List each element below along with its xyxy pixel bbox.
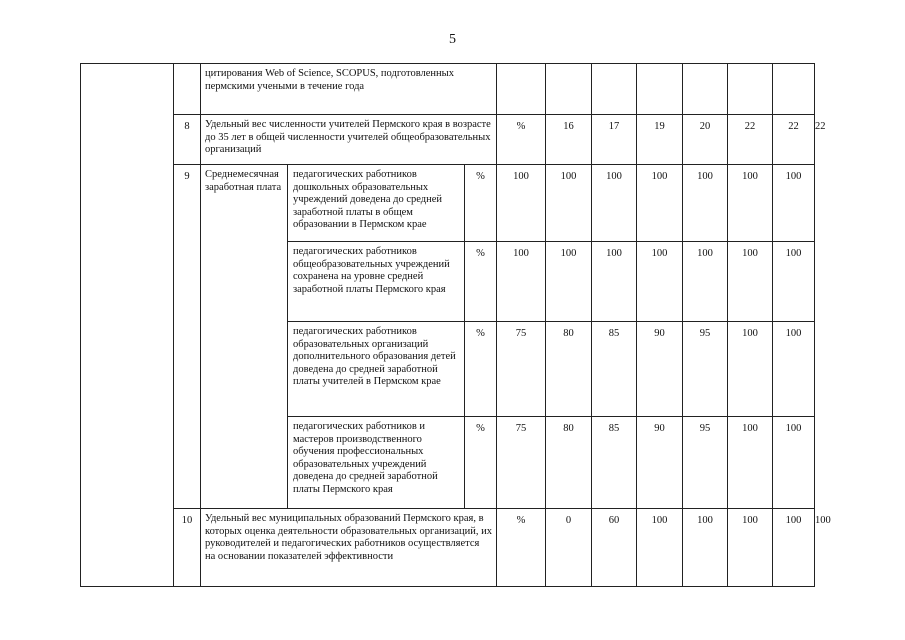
value-cell: 100 [592, 165, 637, 242]
indicator-subtext: педагогических работников дошкольных образовательных учреждений доведена до средней заработной платы в общем образовании в Пермском крае [288, 165, 465, 242]
indicators-table [80, 63, 831, 587]
page-number: 5 [449, 32, 456, 47]
row-number: 10 [174, 509, 201, 587]
value-cell: 100 [546, 165, 592, 242]
value-cell [637, 64, 683, 115]
value-cell: 75 [497, 417, 546, 509]
indicator-subtext: педагогических работников и мастеров производственного обучения профессиональных образовательных учреждений доведена до средней заработной платы Пермского края [288, 417, 465, 509]
indicator-text: Удельный вес численности учителей Пермского края в возрасте до 35 лет в общей численности учителей общеобразовательных организаций [201, 115, 497, 165]
row-number: 8 [174, 115, 201, 165]
value-cell: 100 [637, 165, 683, 242]
value-cell: 90 [637, 417, 683, 509]
unit-cell: % [465, 322, 497, 417]
value-cell: 75 [497, 322, 546, 417]
value-cell: 100 [728, 165, 773, 242]
value-cell: 100 [773, 509, 815, 587]
value-cell: 95 [683, 322, 728, 417]
value-cell: 19 [637, 115, 683, 165]
value-cell: 90 [637, 322, 683, 417]
table-row: 10 Удельный вес муниципальных образований Пермского края, в которых оценка деятельности образовательных организаций, их руководителей и педагогических работников осуществляется на основании показателей эффективности % 0 60 100 100 100 100 100 [81, 509, 815, 587]
indicator-text: цитирования Web of Science, SCOPUS, подготовленных пермскими учеными в течение года [201, 64, 497, 115]
value-cell: 100 [546, 242, 592, 322]
value-cell: 100 [497, 242, 546, 322]
value-cell: 100 [497, 165, 546, 242]
value-cell: 22 [773, 115, 815, 165]
table-row: 8 Удельный вес численности учителей Пермского края в возрасте до 35 лет в общей численности учителей общеобразовательных организаций % 16 17 19 20 22 22 22 [81, 115, 815, 165]
value-cell: 100 [592, 242, 637, 322]
value-cell: 80 [546, 322, 592, 417]
unit-cell: % [497, 115, 546, 165]
value-cell: 16 [546, 115, 592, 165]
value-cell: 100 [683, 242, 728, 322]
value-cell: 22 [728, 115, 773, 165]
value-cell [546, 64, 592, 115]
row-number-cell [174, 64, 201, 115]
value-cell: 85 [592, 322, 637, 417]
unit-cell: % [497, 509, 546, 587]
value-cell: 100 [773, 165, 815, 242]
value-cell: 100 [773, 242, 815, 322]
value-cell: 20 [683, 115, 728, 165]
value-cell [728, 64, 773, 115]
value-cell: 100 [683, 509, 728, 587]
table-row [81, 64, 815, 115]
indicator-subtext: педагогических работников общеобразовательных учреждений сохранена на уровне средней заработной платы Пермского края [288, 242, 465, 322]
value-cell [683, 64, 728, 115]
row-number: 9 [174, 165, 201, 509]
value-cell: 80 [546, 417, 592, 509]
value-cell: 100 [728, 509, 773, 587]
left-margin-cell [81, 64, 174, 587]
table-row [81, 165, 815, 242]
value-cell: 100 [773, 417, 815, 509]
value-cell [592, 64, 637, 115]
value-cell: 85 [592, 417, 637, 509]
value-cell [773, 64, 815, 115]
value-cell: 0 [546, 509, 592, 587]
value-cell: 60 [592, 509, 637, 587]
indicator-text: Удельный вес муниципальных образований Пермского края, в которых оценка деятельности образовательных организаций, их руководителей и педагогических работников осуществляется на основании показателей эффективности [201, 509, 497, 587]
value-cell: 100 [637, 509, 683, 587]
unit-cell: % [465, 417, 497, 509]
value-cell: 95 [683, 417, 728, 509]
value-cell: 100 [773, 322, 815, 417]
unit-cell [497, 64, 546, 115]
indicator-subtext: педагогических работников образовательных организаций дополнительного образования детей доведена до средней заработной платы учителей в Пермском крае [288, 322, 465, 417]
value-cell: 100 [637, 242, 683, 322]
unit-cell: % [465, 165, 497, 242]
unit-cell: % [465, 242, 497, 322]
value-cell: 100 [728, 417, 773, 509]
value-cell: 100 [683, 165, 728, 242]
value-cell: 100 [728, 322, 773, 417]
value-cell: 17 [592, 115, 637, 165]
value-cell: 100 [728, 242, 773, 322]
indicator-group-label: Среднемесячная заработная плата [201, 165, 288, 509]
